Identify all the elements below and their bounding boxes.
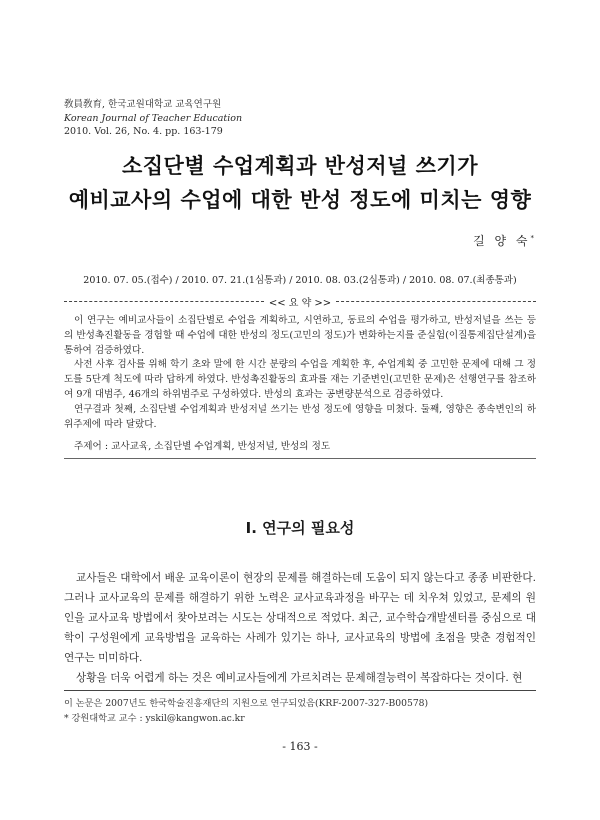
journal-name-ko: 敎員敎育, 한국교원대학교 교육연구원: [64, 99, 222, 110]
footnote-divider: [64, 690, 536, 691]
body-text: [64, 568, 536, 688]
author: [473, 232, 534, 249]
footnote-author: * 강원대학교 교수 : yskil@kangwon.ac.kr: [64, 713, 245, 724]
abstract-paragraph: 이 연구는 예비교사들이 소집단별로 수업을 계획하고, 시연하고, 동료의 수업을 평가하고, 반성저널을 쓰는 등의 반성촉진활동을 경험할 때 수업에 대한 반성의 정도(고민의 정도)가 변화하는지를 준실험(이질통제집단설계)을 통하여 검증하였다.: [64, 315, 536, 356]
abstract-heading-rule-right: [336, 301, 536, 302]
footnotes: [64, 696, 428, 726]
author-footnote-mark: *: [530, 234, 534, 242]
journal-citation: 2010. Vol. 26, No. 4. pp. 163-179: [64, 126, 223, 137]
journal-info: [64, 98, 242, 139]
abstract-paragraph: 사전 사후 검사를 위해 학기 초와 말에 한 시간 분량의 수업을 계획한 후, 수업계획 중 고민한 문제에 대해 그 정도를 5단계 척도에 따라 답하게 하였다. 반성촉진활동의 효과를 재는 기준변인(고민한 문제)은 선행연구를 참조하여 9개 대범주, 46개의 하위범주로 구성하였다. 반성의 효과는 공변량분석으로 검증하였다.: [64, 359, 536, 400]
keywords-divider: [64, 458, 536, 459]
abstract-heading: [64, 294, 536, 308]
journal-name-en: Korean Journal of Teacher Education: [64, 112, 243, 124]
paper-title-line-2: 예비교사의 수업에 대한 반성 정도에 미치는 영향: [68, 188, 532, 212]
page-number: - 163 -: [282, 740, 318, 753]
body-paragraph: 교사들은 대학에서 배운 교육이론이 현장의 문제를 해결하는데 도움이 되지 않는다고 종종 비판한다. 그러나 교사교육의 문제를 해결하기 위한 노력은 교사교육과정을 바꾸는 데 치우쳐 있었고, 문제의 원인을 교사교육 방법에서 찾아보려는 시도는 상대적으로 적었다. 최근, 교수학습개발센터를 중심으로 대학이 구성원에게 교육방법을 교육하는 사례가 있기는 하나, 교사교육의 방법에 초점을 맞춘 경험적인 연구는 미미하다.: [64, 572, 536, 664]
paper-title-line-1: 소집단별 수업계획과 반성저널 쓰기가: [121, 154, 478, 178]
section-heading: I. 연구의 필요성: [245, 519, 355, 537]
keywords: 주제어 : 교사교육, 소집단별 수업계획, 반성저널, 반성의 정도: [74, 441, 331, 452]
footnote-funding: 이 논문은 2007년도 한국학술진흥재단의 지원으로 연구되었음(KRF-2007-327-B00578): [64, 698, 429, 709]
abstract-heading-label: << 요 약 >>: [268, 298, 332, 309]
abstract-paragraph: 연구결과 첫째, 소집단별 수업계획과 반성저널 쓰기는 반성 정도에 영향을 미쳤다. 둘째, 영향은 종속변인의 하위주제에 따라 달랐다.: [64, 403, 536, 430]
abstract: [64, 314, 536, 432]
body-paragraph: 상황을 더욱 어렵게 하는 것은 예비교사들에게 가르치려는 문제해결능력이 복잡하다는 것이다. 현: [76, 672, 523, 684]
review-dates: 2010. 07. 05.(접수) / 2010. 07. 21.(1심통과) / 2010. 08. 03.(2심통과) / 2010. 08. 07.(최종통과): [83, 275, 517, 286]
author-name: 길 양 숙: [473, 234, 531, 248]
